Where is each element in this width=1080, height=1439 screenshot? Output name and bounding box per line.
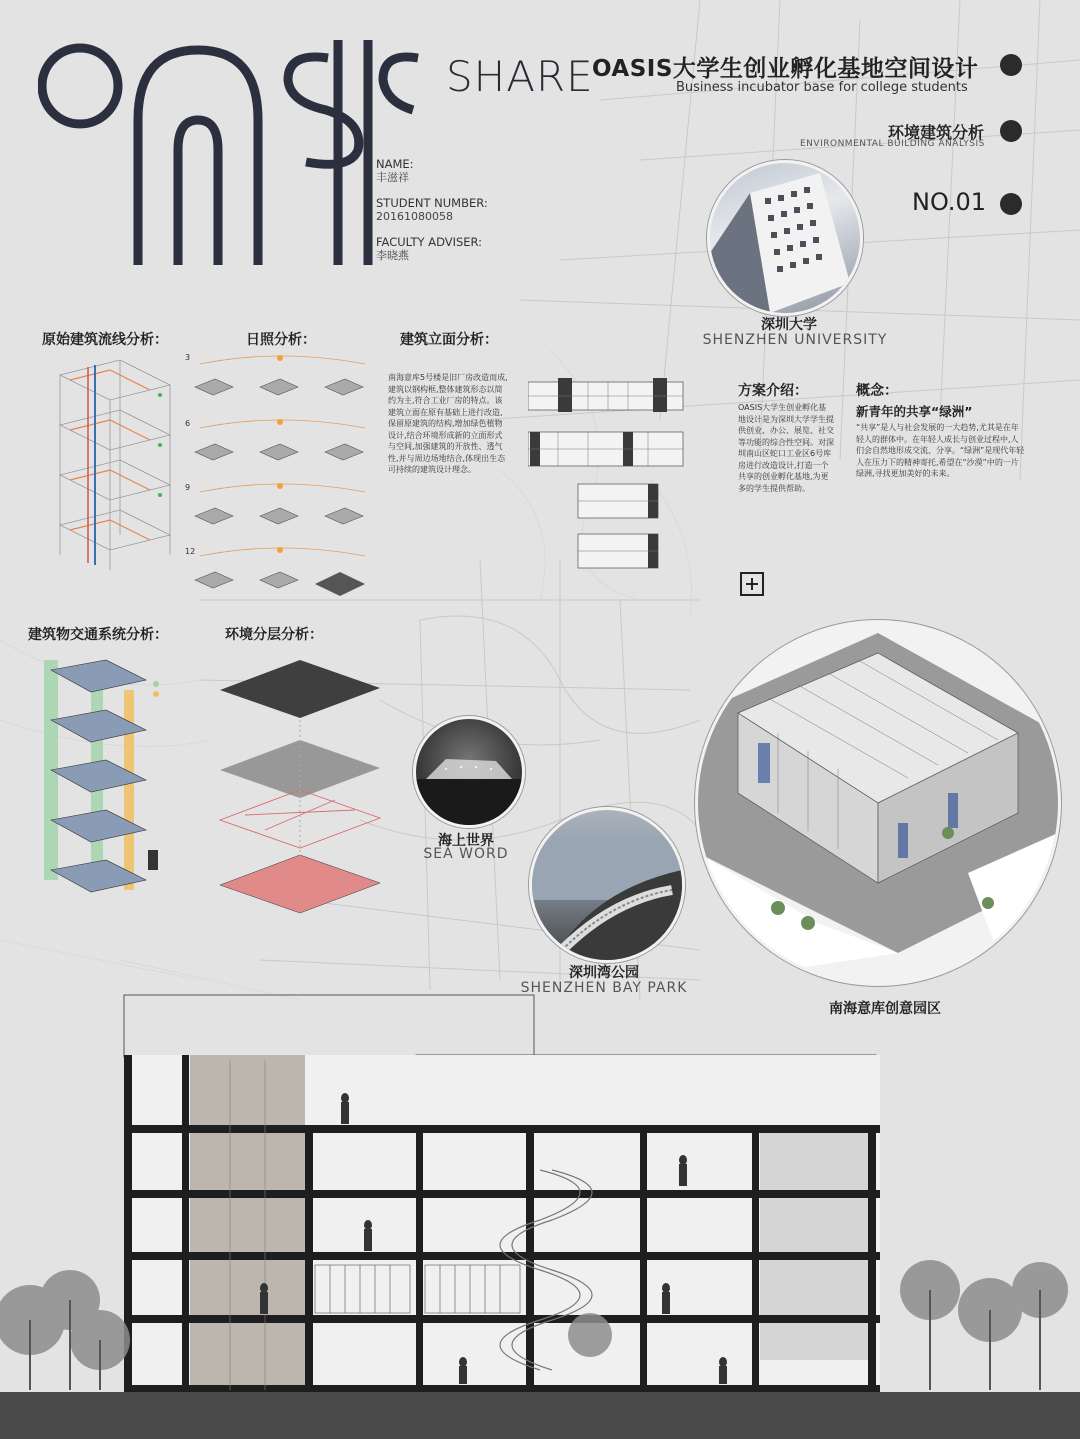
- main-title: OASIS大学生创业孵化基地空间设计: [592, 56, 979, 82]
- building-section: [0, 990, 1080, 1439]
- name-value: 丰滋祥: [376, 171, 409, 184]
- main-subtitle: Business incubator base for college students: [676, 80, 968, 95]
- facade-heading: 建筑立面分析：: [400, 332, 498, 348]
- sea-world-photo: [413, 716, 525, 828]
- student-number-value: 20161080058: [376, 210, 453, 223]
- layers-diagram: [215, 650, 385, 915]
- title-dot-icon: [1000, 54, 1022, 76]
- facade-elevations: [528, 372, 690, 572]
- name-label: NAME:: [376, 157, 414, 171]
- sun-time-6: 6: [185, 419, 191, 428]
- adviser-value: 李晓燕: [376, 249, 409, 262]
- sea-world-caption-en: SEA WORD: [423, 846, 509, 862]
- adviser-label: FACULTY ADVISER:: [376, 235, 483, 249]
- nanhai-caption-cn: 南海意库创意园区: [829, 1001, 941, 1017]
- szu-caption-en: SHENZHEN UNIVERSITY: [702, 332, 888, 348]
- bay-park-caption-en: SHENZHEN BAY PARK: [520, 980, 688, 996]
- number-dot-icon: [1000, 193, 1022, 215]
- ground-strip: [0, 1392, 1080, 1439]
- sunlight-diagrams: [185, 352, 375, 602]
- sun-time-3: 3: [185, 353, 191, 362]
- student-info: [376, 157, 488, 263]
- student-number-label: STUDENT NUMBER:: [376, 196, 488, 210]
- sea-world-caption-cn: 海上世界: [438, 833, 494, 849]
- circulation-heading: 原始建筑流线分析：: [42, 332, 168, 348]
- sunlight-heading: 日照分析：: [246, 332, 316, 348]
- nanhai-axonometric: [695, 620, 1061, 986]
- concept-text: “共享”是人与社会发展的一大趋势,尤其是在年轻人的群体中。在年轻人成长与创业过程中,人们会自然地形成交流、分享。“绿洲”是现代年轻人在压力下的精神寄托,希望在“沙漠”中的一片绿洲,寻找更加美好的未来。: [856, 423, 1025, 478]
- traffic-diagram: [36, 650, 171, 915]
- expand-icon: [740, 572, 764, 596]
- plan-heading: 方案介绍：: [738, 383, 808, 399]
- plan-text: OASIS大学生创业孵化基地设计是为深圳大学学生提供创业、办公、展览、社交等功能的综合性空间。对深圳南山区蛇口工业区6号库房进行改造设计,打造一个共享的创业孵化基地,为更多的学生提供帮助。: [738, 403, 834, 493]
- page-number: NO.01: [912, 188, 987, 216]
- bay-park-caption-cn: 深圳湾公园: [569, 965, 639, 981]
- layers-heading: 环境分层分析：: [225, 627, 323, 643]
- share-label: SHARE: [446, 52, 594, 101]
- sun-time-12: 12: [185, 547, 196, 556]
- traffic-heading: 建筑物交通系统分析：: [28, 627, 168, 643]
- sun-time-9: 9: [185, 483, 191, 492]
- szu-caption-cn: 深圳大学: [761, 317, 817, 333]
- concept-heading: 概念：: [856, 383, 898, 399]
- bay-park-photo: [529, 807, 685, 963]
- facade-text: 南海意库5号楼是旧厂房改造而成,建筑以钢构框,整体建筑形态以简约为主,符合工业厂房的特点。该建筑立面在原有基础上进行改造,保留原建筑的结构,增加绿色植物设计,结合环境形成新的立面形式与空间,加强建筑的开放性、透气性,并与周边场地结合,体现出生态可持续的建筑设计理念。: [388, 373, 508, 474]
- oasis-logo: [38, 40, 428, 270]
- circulation-diagram: [50, 355, 180, 575]
- section-title: 环境建筑分析: [888, 123, 985, 142]
- concept-headline: 新青年的共享“绿洲”: [856, 404, 973, 419]
- section-dot-icon: [1000, 120, 1022, 142]
- section-subtitle: ENVIRONMENTAL BUILDING ANALYSIS: [800, 139, 985, 149]
- szu-photo: [707, 160, 863, 316]
